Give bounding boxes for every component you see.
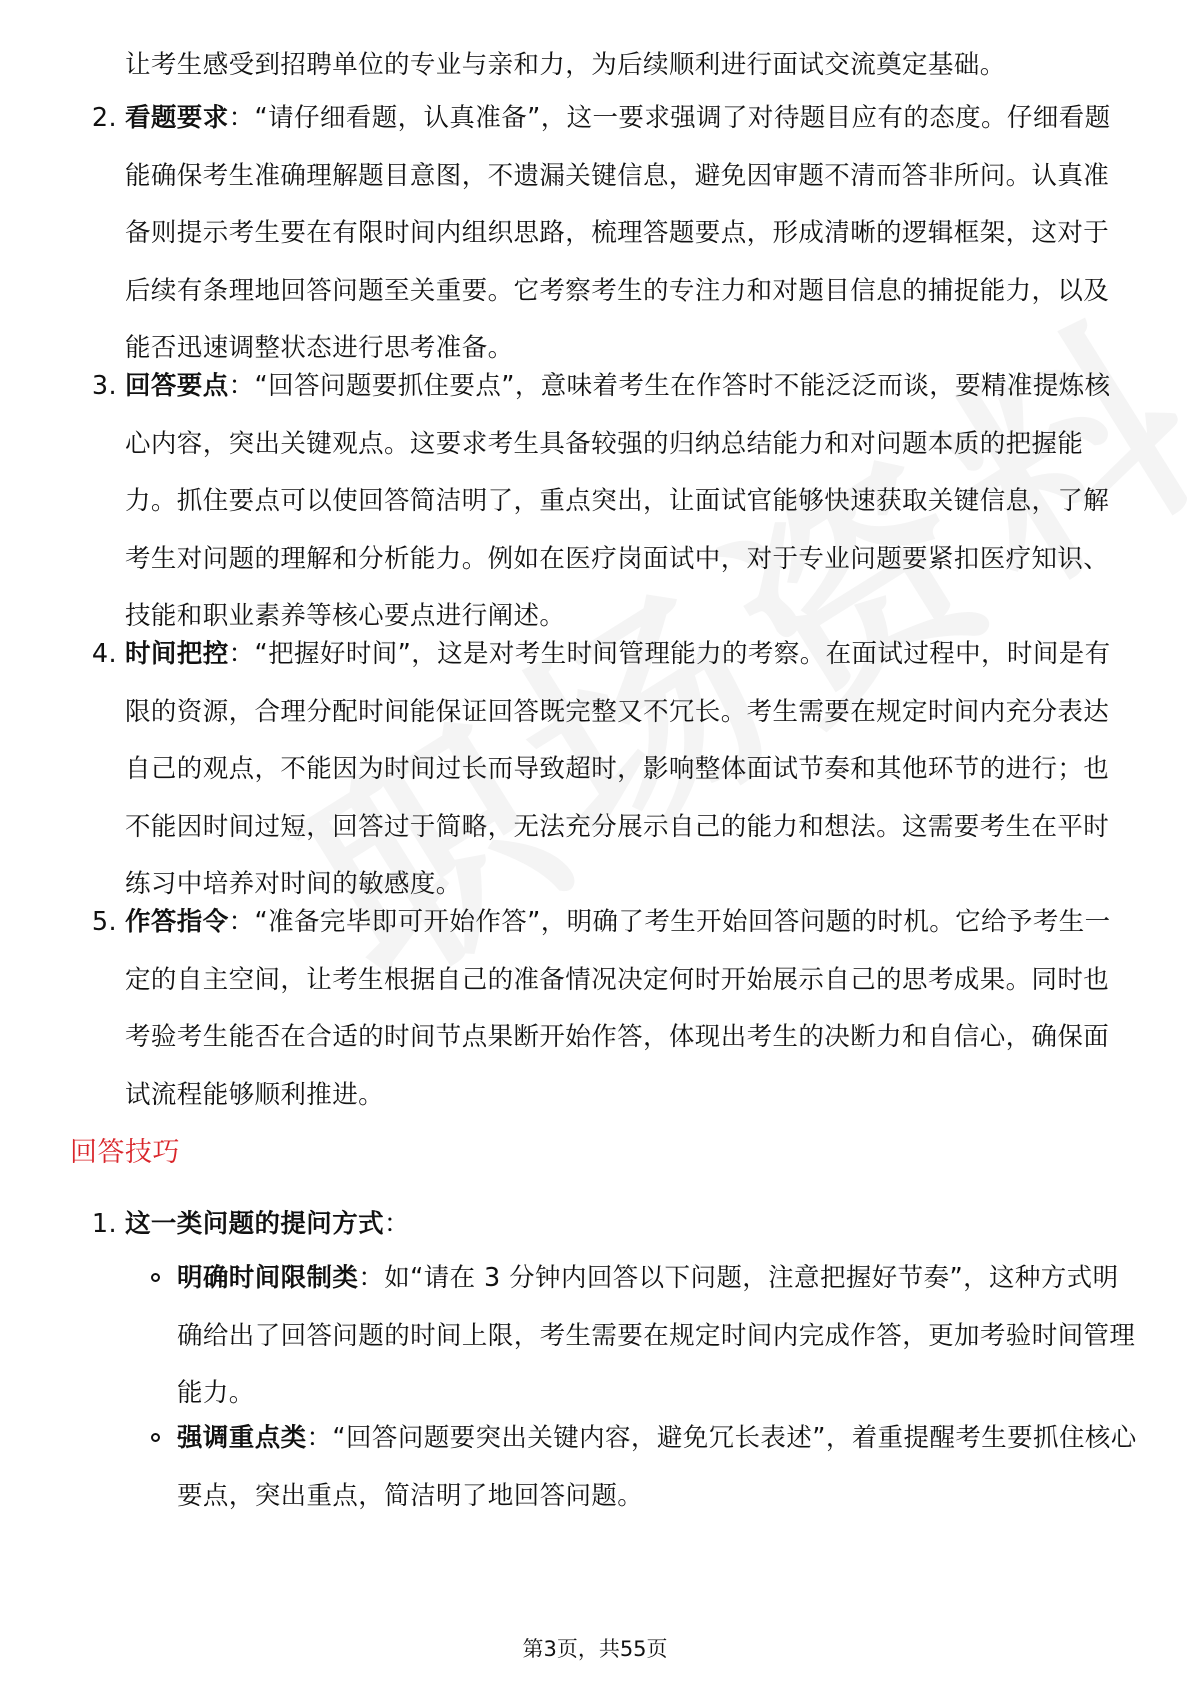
list-item-5 [91, 894, 1125, 1124]
item-number: 5. [91, 907, 117, 937]
item-title: 回答要点 [125, 371, 229, 401]
item-number: 4. [91, 639, 117, 669]
tips-item-1 [91, 1196, 1125, 1254]
list-item-4 [91, 626, 1125, 914]
item-number: 3. [91, 371, 117, 401]
list-item-2 [91, 90, 1125, 378]
sub-item-emphasis [177, 1410, 1142, 1525]
page-footer: 第3页，共55页 [522, 1637, 668, 1661]
item-text: ：“请仔细看题，认真准备”，这一要求强调了对待题目应有的态度。仔细看题能确保考生准确理解题目意图，不遗漏关键信息，避免因审题不清而答非所问。认真准备则提示考生要在有限时间内组织思路，梳理答题要点，形成清晰的逻辑框架，这对于后续有条理地回答问题至关重要。它考察考生的专注力和对题目信息的捕捉能力，以及能否迅速调整状态进行思考准备。 [125, 103, 1111, 363]
item-number: 2. [91, 103, 117, 133]
sub-item-time-limit [177, 1250, 1142, 1423]
item-text: ：“把握好时间”，这是对考生时间管理能力的考察。在面试过程中，时间是有限的资源，合理分配时间能保证回答既完整又不冗长。考生需要在规定时间内充分表达自己的观点，不能因为时间过长而导致超时，影响整体面试节奏和其他环节的进行；也不能因时间过短，回答过于简略，无法充分展示自己的能力和想法。这需要考生在平时练习中培养对时间的敏感度。 [125, 639, 1111, 899]
circle-bullet-icon [151, 1433, 160, 1442]
item-number: 1. [91, 1209, 117, 1239]
intro-line: 让考生感受到招聘单位的专业与亲和力，为后续顺利进行面试交流奠定基础。 [125, 50, 1006, 80]
item-text: ：“回答问题要抓住要点”，意味着考生在作答时不能泛泛而谈，要精准提炼核心内容，突出关键观点。这要求考生具备较强的归纳总结能力和对问题本质的把握能力。抓住要点可以使回答简洁明了，重点突出，让面试官能够快速获取关键信息，了解考生对问题的理解和分析能力。例如在医疗岗面试中，对于专业问题要紧扣医疗知识、技能和职业素养等核心要点进行阐述。 [125, 371, 1111, 631]
item-title: 看题要求 [125, 103, 229, 133]
item-title: 作答指令 [125, 907, 229, 937]
section-heading: 回答技巧 [70, 1137, 180, 1168]
sub-item-text: ：如“请在 3 分钟内回答以下问题，注意把握好节奏”，这种方式明确给出了回答问题的时间上限，考生需要在规定时间内完成作答，更加考验时间管理能力。 [177, 1263, 1136, 1408]
sub-item-title: 明确时间限制类 [177, 1263, 359, 1293]
sub-item-title: 强调重点类 [177, 1423, 307, 1453]
circle-bullet-icon [151, 1273, 160, 1282]
sub-item-text: ：“回答问题要突出关键内容，避免冗长表述”，着重提醒考生要抓住核心要点，突出重点，简洁明了地回答问题。 [177, 1423, 1137, 1511]
list-item-3 [91, 358, 1125, 646]
item-title: 时间把控 [125, 639, 229, 669]
item-text: ：“准备完毕即可开始作答”，明确了考生开始回答问题的时机。它给予考生一定的自主空间，让考生根据自己的准备情况决定何时开始展示自己的思考成果。同时也考验考生能否在合适的时间节点果断开始作答，体现出考生的决断力和自信心，确保面试流程能够顺利推进。 [125, 907, 1111, 1110]
item-title: 这一类问题的提问方式 [125, 1209, 385, 1239]
item-suffix: ： [384, 1209, 410, 1239]
